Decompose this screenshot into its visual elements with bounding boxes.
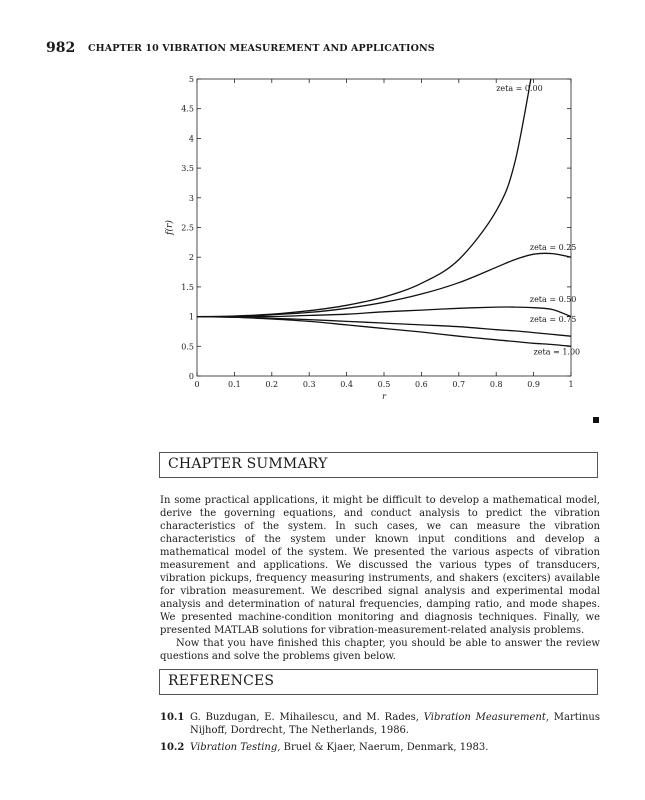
reference-item: [160, 741, 600, 754]
y-tick-label: 3.5: [181, 164, 194, 174]
reference-item: [160, 711, 600, 737]
series-label: zeta = 1.00: [533, 347, 581, 357]
reference-publisher: Bruel & Kjaer, Naerum, Denmark, 1983.: [280, 742, 489, 753]
y-tick-label: 0: [188, 372, 194, 381]
summary-paragraph-2: Now that you have finished this chapter, you should be able to answer the review questions and solve the problems given below.: [160, 638, 600, 662]
y-tick-label: 2: [188, 253, 194, 263]
reference-title: Vibration Testing,: [190, 742, 281, 753]
y-tick-label: 3: [188, 193, 194, 203]
reference-publisher: Martinus Nijhoff, Dordrecht, The Netherlands, 1986.: [190, 712, 601, 736]
x-tick-label: 1: [568, 380, 574, 389]
x-tick-label: 0.7: [452, 380, 466, 389]
x-axis-label: r: [382, 392, 386, 401]
chapter-summary-heading-box: [159, 452, 598, 478]
y-tick-label: 2.5: [181, 223, 194, 233]
x-tick-label: 0.5: [377, 380, 391, 389]
series-label: zeta = 0.75: [529, 314, 577, 324]
series-label: zeta = 0.00: [496, 83, 543, 93]
reference-title: Vibration Measurement,: [423, 712, 550, 723]
x-tick-label: 0.4: [340, 380, 353, 389]
series-label: zeta = 0.25: [529, 243, 577, 253]
chapter-summary-body: [160, 494, 600, 663]
page-number: 982: [46, 40, 76, 56]
x-tick-label: 0.3: [302, 380, 316, 389]
chapter-summary-title: CHAPTER SUMMARY: [168, 456, 328, 472]
summary-paragraph-1: In some practical applications, it might be difficult to develop a mathematical model, derive the governing equations, and conduct analysis to predict the vibration characteristics of the system. In such cases, we can measure the vibration characteristics of the system under known input conditions and develop a mathematical model of the system. We presented the various aspects of vibration measurement and applications. We discussed the various types of transducers, vibration pickups, frequency measuring instruments, and shakers (exciters) available for vibration measurement. We described signal analysis and experimental modal analysis and determination of natural frequencies, damping ratio, and mode shapes. We presented machine-condition monitoring and diagnosis techniques. Finally, we presented MATLAB solutions for vibration-measurement-related analysis problems.: [160, 495, 600, 636]
x-tick-label: 0.8: [489, 380, 503, 389]
y-tick-label: 5: [188, 75, 194, 84]
y-tick-label: 1.5: [181, 282, 194, 292]
references-heading-box: [159, 669, 598, 695]
reference-list: [160, 711, 600, 758]
y-tick-label: 4.5: [181, 104, 194, 114]
reference-number: 10.2: [160, 742, 185, 753]
end-of-example-mark: [593, 417, 599, 423]
x-tick-label: 0.2: [265, 380, 279, 389]
references-title: REFERENCES: [168, 673, 275, 689]
x-tick-label: 0.6: [415, 380, 428, 389]
series-line: [197, 317, 571, 337]
x-tick-label: 0.1: [228, 380, 241, 389]
x-tick-label: 0.9: [527, 380, 540, 389]
y-axis-label: f(r): [165, 220, 175, 235]
y-tick-label: 4: [188, 134, 194, 144]
running-head: CHAPTER 10 VIBRATION MEASUREMENT AND APPLICATIONS: [88, 43, 435, 54]
x-tick-label: 0: [194, 380, 200, 389]
series-label: zeta = 0.50: [529, 294, 577, 304]
reference-number: 10.1: [160, 712, 185, 723]
reference-authors: G. Buzdugan, E. Mihailescu, and M. Rades,: [190, 712, 424, 723]
series-line: [197, 64, 534, 317]
y-tick-label: 1: [188, 312, 194, 322]
y-tick-label: 0.5: [181, 342, 194, 352]
